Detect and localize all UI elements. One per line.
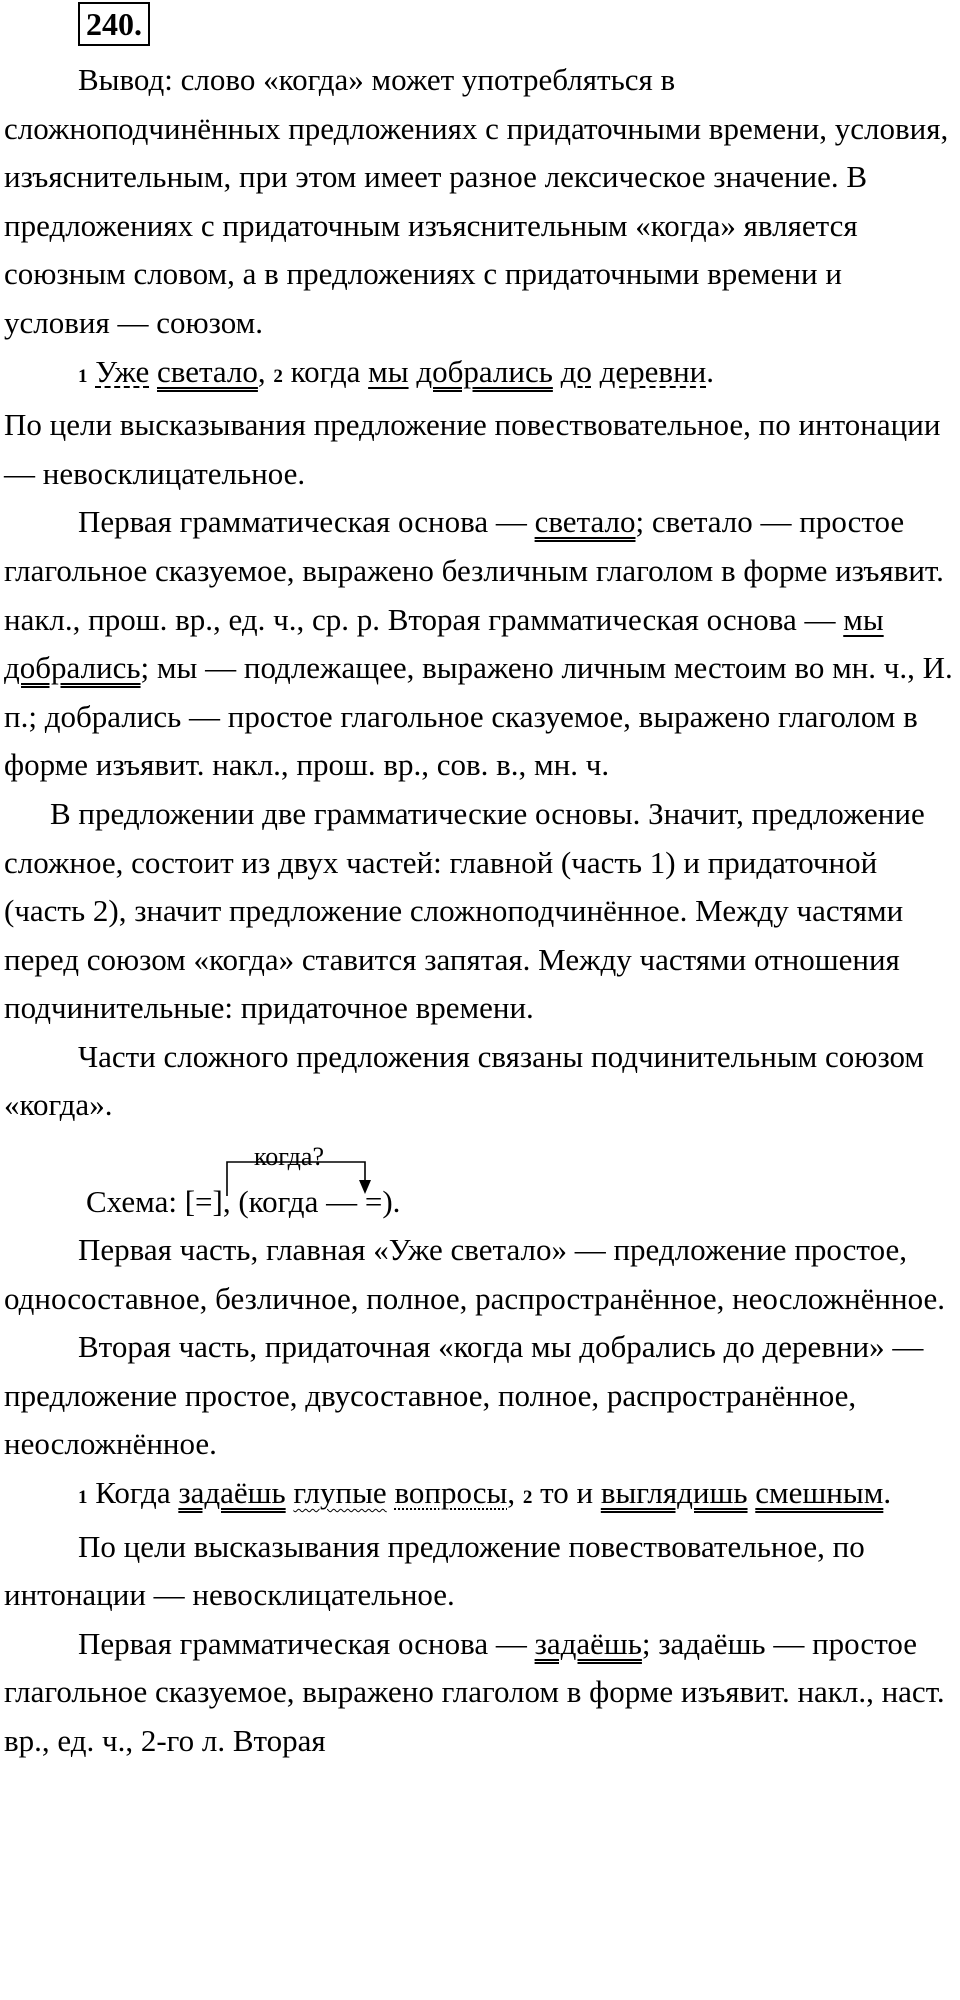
word-subject: мы [843, 601, 884, 637]
part-marker: 1 [78, 365, 88, 387]
link-paragraph: Части сложного предложения связаны подчинительным союзом «когда». [4, 1038, 925, 1123]
word-adverbial: деревни [599, 353, 707, 389]
sentence-1-parsed [4, 348, 954, 402]
word-subject: мы [368, 353, 409, 389]
grammatical-basis-paragraph [4, 1620, 954, 1766]
punctuation: . [883, 1475, 892, 1511]
word-predicate: задаёшь [178, 1475, 286, 1511]
part-2-paragraph: Вторая часть, придаточная «когда мы добрались до деревни» — предложение простое, двусоставное, полное, распространённое, неосложнённое. [4, 1329, 924, 1462]
word-particle: то и [540, 1475, 594, 1511]
word-predicate: добрались [416, 353, 553, 389]
schema-formula: Схема: [=], (когда — =). [86, 1184, 401, 1220]
word-conjunction: Когда [95, 1475, 171, 1511]
part-marker: 2 [273, 365, 283, 387]
schema-question: когда? [254, 1142, 324, 1172]
sentence-2-parsed [4, 1469, 954, 1523]
word-predicate: светало [534, 504, 636, 540]
part-marker: 1 [78, 1487, 88, 1509]
word-object: вопросы [394, 1475, 508, 1511]
punctuation: , [257, 353, 266, 389]
conclusion-paragraph: Вывод: слово «когда» может употребляться в сложноподчинённых предложениях с придаточными времени, условия, изъяснительным, при этом имеет разное лексическое значение. В предложениях с придаточным изъяснительным «когда» является союзным словом, а в предложениях с придаточными времени и условия — союзом. [4, 62, 949, 340]
part-1-paragraph: Первая часть, главная «Уже светало» — предложение простое, односоставное, безличное, полное, распространённое, неосложнённое. [4, 1232, 945, 1316]
word-predicate: задаёшь [534, 1625, 642, 1661]
word-adverbial: до [560, 353, 592, 389]
solution-text [4, 56, 954, 1766]
word-predicate: добрались [4, 650, 141, 686]
sentence-schema [4, 1130, 954, 1226]
basis-intro: Первая грамматическая основа — [78, 1625, 527, 1661]
word-predicate: выглядишь [600, 1475, 748, 1511]
word-predicate: смешным [755, 1475, 884, 1511]
purpose-paragraph: По цели высказывания предложение повествовательное, по интонации — невосклицательное. [4, 1528, 865, 1613]
basis-description: ; светало — простое глагольное сказуемое, выражено безличным глаголом в форме изъявит. накл., прош. вр., ед. ч., ср. р. Вторая грамматическая основа — [4, 504, 944, 637]
exercise-number: 240. [78, 2, 150, 46]
word-predicate: светало [157, 353, 258, 389]
basis-intro: Первая грамматическая основа — [78, 504, 527, 540]
punctuation: . [706, 353, 714, 389]
word-attribute: глупые [293, 1475, 387, 1511]
part-marker: 2 [522, 1487, 533, 1509]
punctuation: , [507, 1475, 516, 1511]
analysis-paragraph: В предложении две грамматические основы. Значит, предложение сложное, состоит из двух частей: главной (часть 1) и придаточной (часть 2), значит предложение сложноподчинённое. Между частями перед союзом «когда» ставится запятая. Между частями отношения подчинительные: придаточное времени. [4, 795, 925, 1026]
word-adverbial: Уже [95, 353, 150, 389]
basis-description: ; задаёшь — простое глагольное сказуемое, выражено глаголом в форме изъявит. накл., наст. вр., ед. ч., 2-го л. Вторая [4, 1625, 945, 1758]
grammatical-basis-paragraph [4, 498, 954, 790]
word-conjunction: когда [290, 353, 361, 389]
purpose-paragraph: По цели высказывания предложение повествовательное, по интонации — невосклицательное. [4, 407, 941, 491]
basis-description: ; мы — подлежащее, выражено личным местоим во мн. ч., И. п.; добрались — простое глагольное сказуемое, выражено глаголом в форме изъявит. накл., прош. вр., сов. в., мн. ч. [4, 650, 953, 783]
